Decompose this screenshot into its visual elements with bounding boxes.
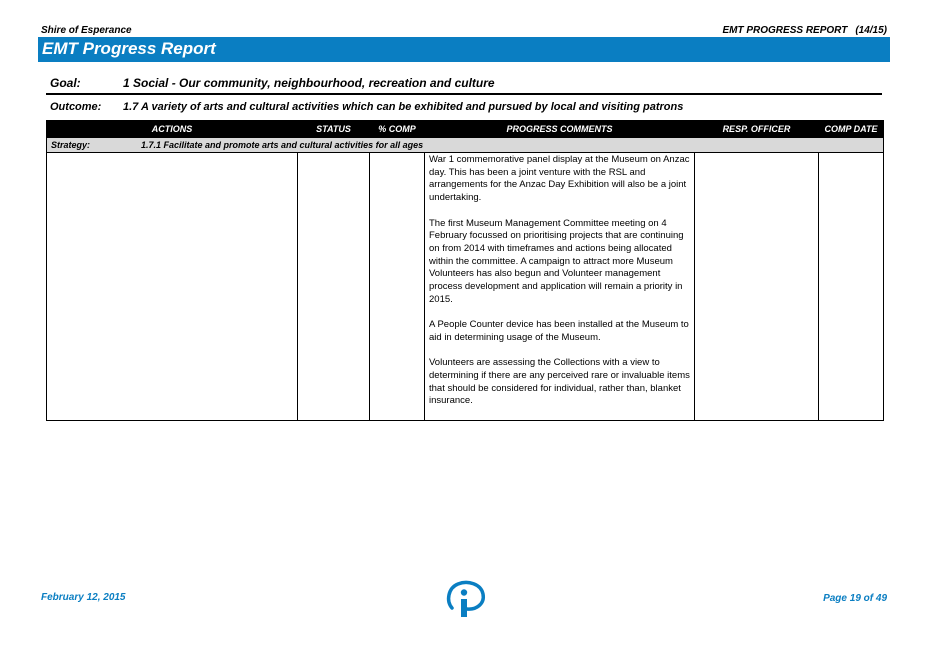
comment-paragraph: War 1 commemorative panel display at the Museum on Anzac day. This has been a joint venture with the RSL and arrangements for the Anzac Day Exhibition will also be a joint undertaking. [429,154,690,204]
action-cell [47,153,298,421]
table-row [47,153,884,421]
shire-logo-icon [443,579,487,619]
footer-date: February 12, 2015 [41,592,126,603]
outcome-label: Outcome: [50,101,102,113]
goal-divider [46,93,882,95]
strategy-row [47,138,884,153]
comment-paragraph: A People Counter device has been installed at the Museum to aid in determining usage of the Museum. [429,319,689,343]
report-header [722,25,887,36]
comment-paragraph: The first Museum Management Committee meeting on 4 February focussed on prioritising projects that are continuing on from 2014 with timeframes and actions being allocated within the committee. A campaign to attract more Museum Volunteers has also begun and Volunteer management process development and application will remain a priority in 2015. [429,217,684,305]
strategy-text: 1.7.1 Facilitate and promote arts and cultural activities for all ages [141,140,424,150]
col-header-resp-officer: RESP. OFFICER [695,121,819,138]
col-header-status: STATUS [298,121,370,138]
report-page-of: (14/15) [855,25,887,36]
strategy-cell [47,138,884,153]
progress-comments-cell [425,153,695,421]
title-banner [38,37,890,62]
organisation-name: Shire of Esperance [41,25,132,36]
progress-table [46,120,884,421]
comment-paragraph: Volunteers are assessing the Collections with a view to determining if there are any perceived rare or invaluable items that should be considered for individual, rather than, blanket insurance. [429,357,690,407]
table-header-row [47,121,884,138]
col-header-progress-comments: PROGRESS COMMENTS [425,121,695,138]
officer-cell [695,153,819,421]
footer-page-number: Page 19 of 49 [823,593,887,604]
col-header-comp-date: COMP DATE [819,121,884,138]
col-header-comp: % COMP [370,121,425,138]
banner-title: EMT Progress Report [42,39,216,58]
comp-date-cell [819,153,884,421]
col-header-actions: ACTIONS [47,121,298,138]
goal-text: 1 Social - Our community, neighbourhood, recreation and culture [123,76,495,90]
strategy-label: Strategy: [51,140,91,150]
goal-row [50,76,495,90]
report-name: EMT PROGRESS REPORT [722,25,848,36]
outcome-row [50,101,683,113]
comp-cell [370,153,425,421]
status-cell [298,153,370,421]
outcome-text: 1.7 A variety of arts and cultural activities which can be exhibited and pursued by local and visiting patrons [123,101,684,113]
goal-label: Goal: [50,76,81,90]
